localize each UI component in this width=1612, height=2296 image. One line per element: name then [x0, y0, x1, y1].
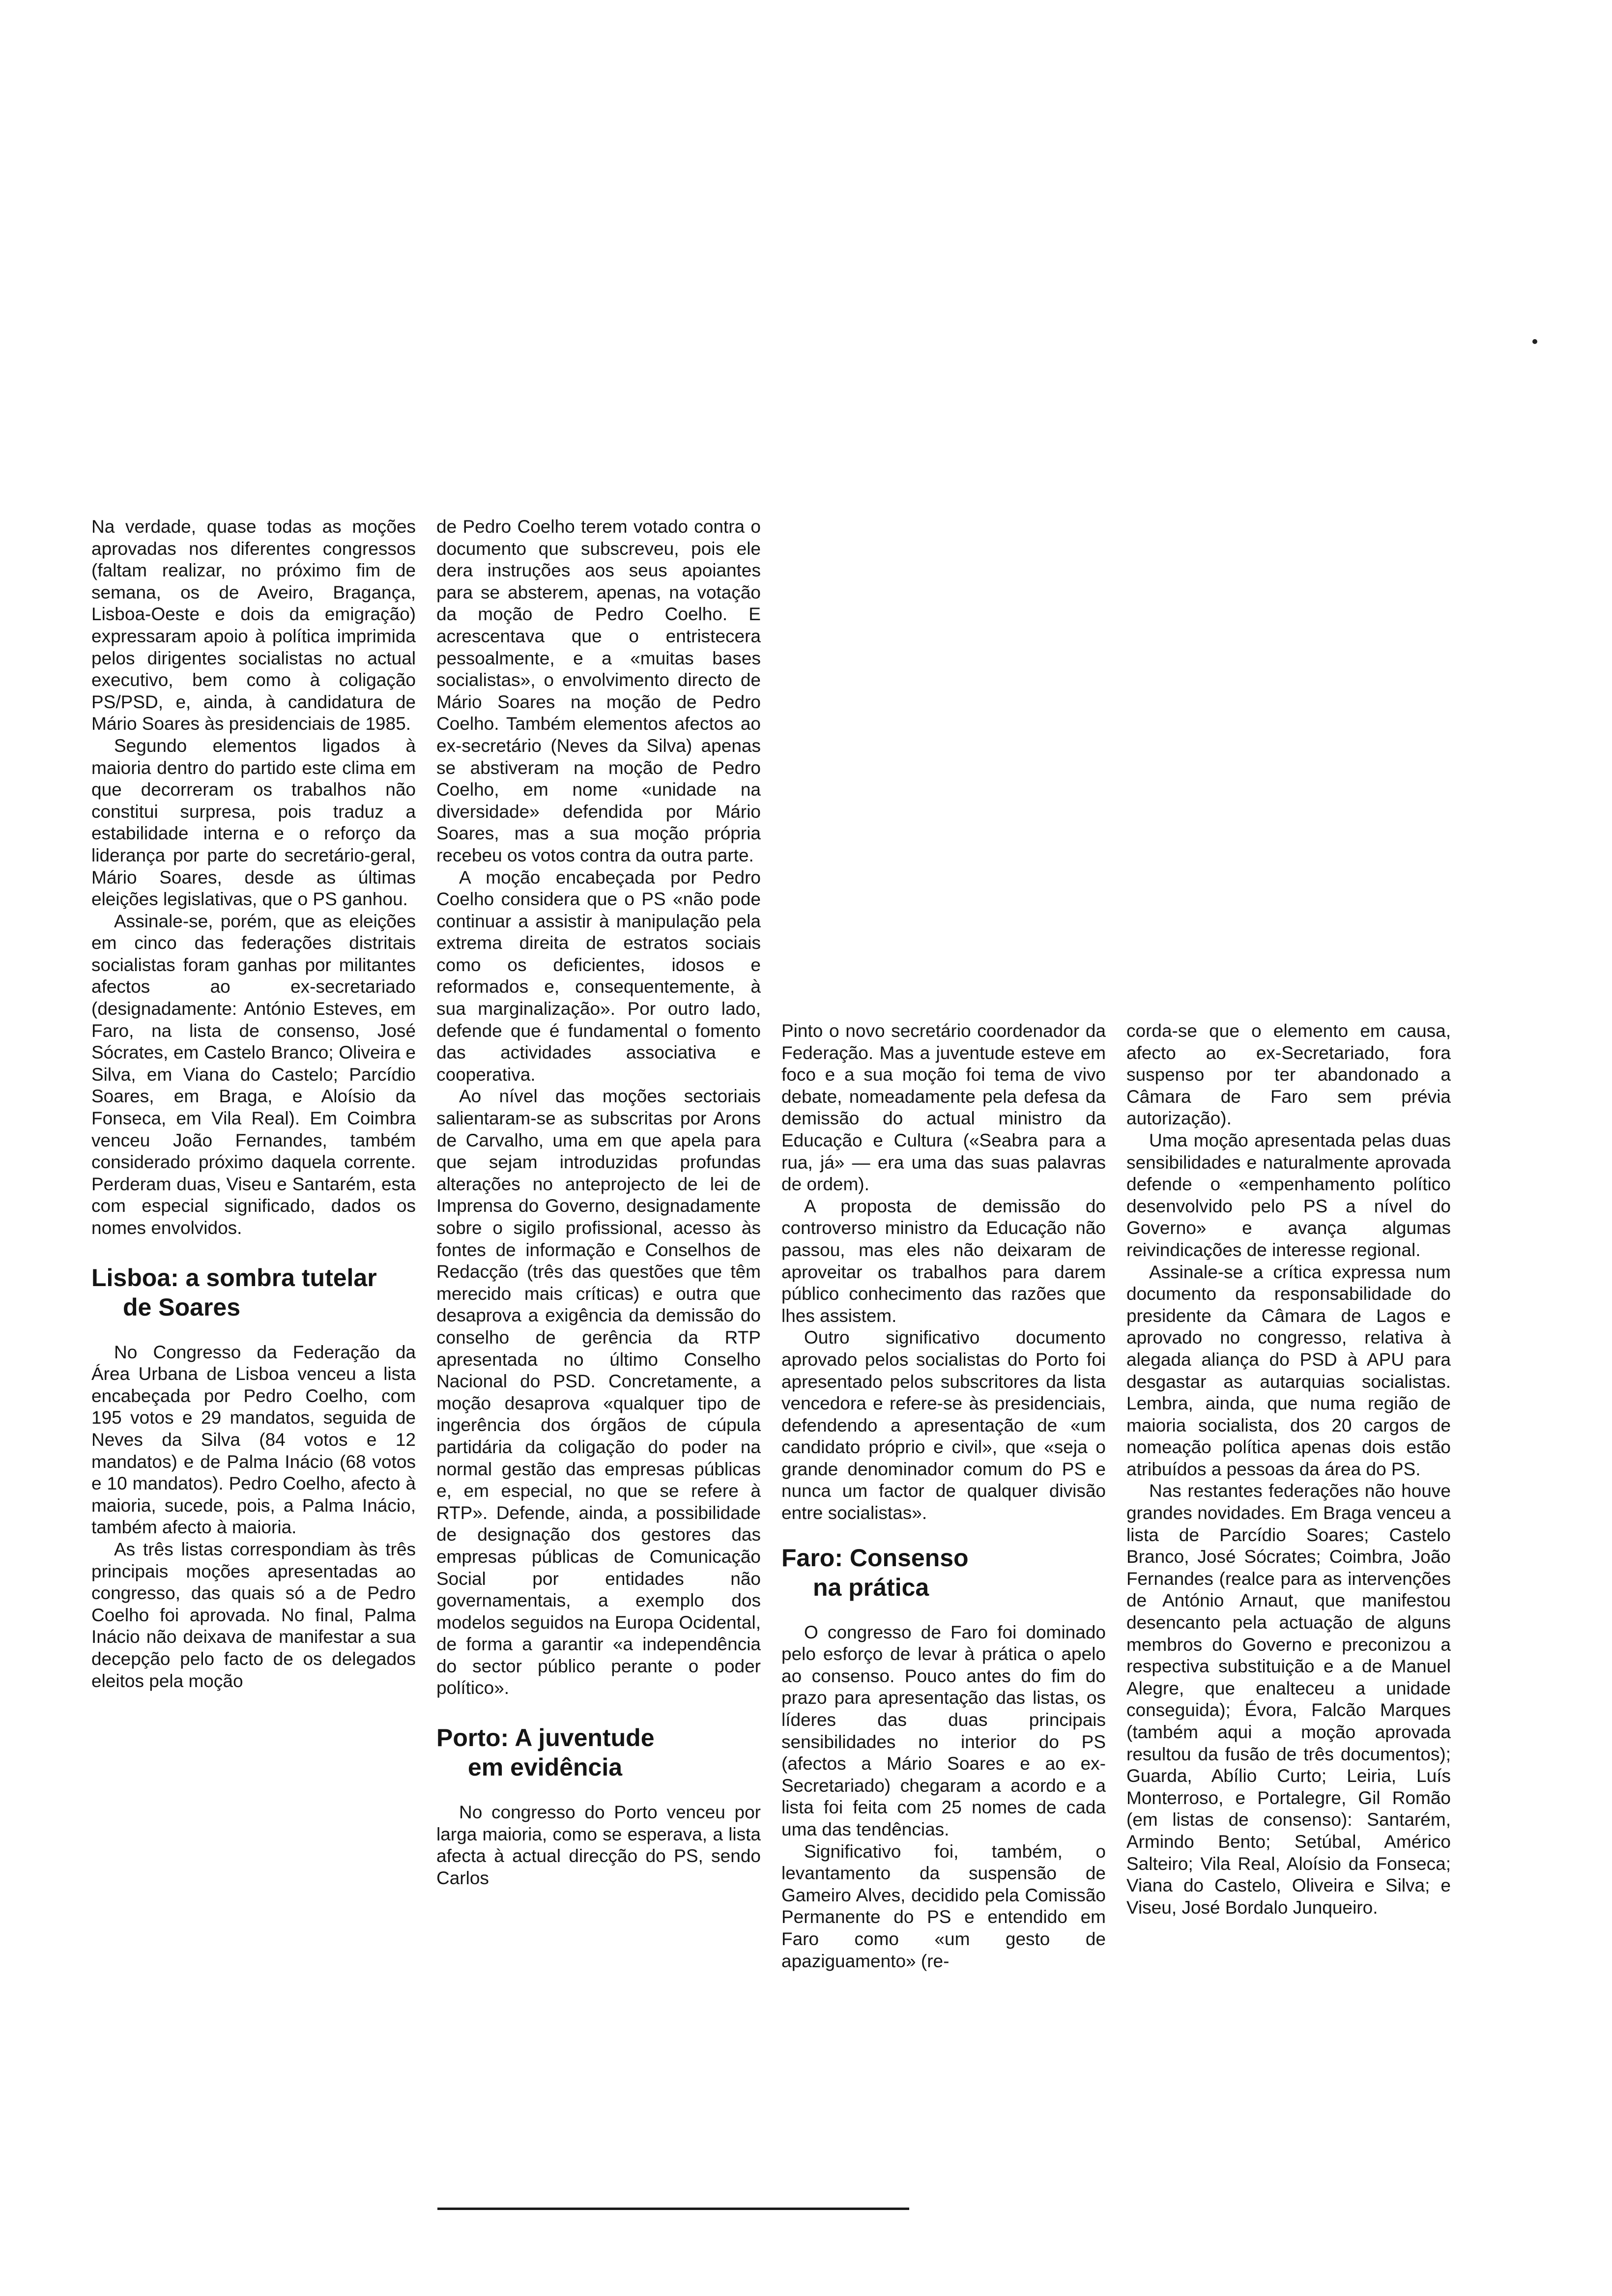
subheading-line: em evidência — [468, 1753, 623, 1781]
subheading-line: na prática — [813, 1573, 929, 1601]
paragraph: Ao nível das moções sectoriais salientaram-se as subscritas por Arons de Carvalho, uma em que apela para que sejam introduzidas profundas alterações no anteprojecto de lei de Imprensa do Governo, designadamente sobre o sigilo profissional, acesso às fontes de informação e Conselhos de Redacção (três das questões que têm merecido mais críticas) e outra que desaprova a exigência da demissão do conselho de gerência da RTP apresentada no último Conselho Nacional do PSD. Concretamente, a moção desaprova «qualquer tipo de ingerência dos órgãos de cúpula partidária da coligação do poder na normal gestão das empresas públicas e, em especial, no que se refere à RTP». Defende, ainda, a possibilidade de designação dos gestores das empresas públicas de Comunicação Social por entidades não governamentais, a exemplo dos modelos seguidos na Europa Ocidental, de forma a garantir «a independência do sector público perante o poder político». — [436, 1086, 761, 1698]
paragraph: corda-se que o elemento em causa, afecto ao ex-Secretariado, fora suspenso por ter abandonado a Câmara de Faro sem prévia autorização). — [1126, 1021, 1451, 1129]
paragraph: Significativo foi, também, o levantamento da suspensão de Gameiro Alves, decidido pela Comissão Permanente do PS e entendido em Faro como «um gesto de apaziguamento» (re- — [781, 1841, 1106, 1971]
article-column-3 — [781, 1020, 1106, 1972]
paragraph: A moção encabeçada por Pedro Coelho considera que o PS «não pode continuar a assistir à manipulação pela extrema direita de estratos sociais como os deficientes, idosos e reformados e, consequentemente, à sua marginalização». Por outro lado, defende que é fundamental o fomento das actividades associativa e cooperativa. — [436, 867, 761, 1085]
subheading-line: Lisboa: a sombra tutelar — [91, 1263, 377, 1292]
paragraph: Assinale-se a crítica expressa num documento da responsabilidade do presidente da Câmara de Lagos e aprovado no congresso, relativa à alegada aliança do PSD à APU para desgastar as autarquias socialistas. Lembra, ainda, que numa região de maioria socialista, dos 20 cargos de nomeação política apenas dois estão atribuídos a pessoas da área do PS. — [1126, 1262, 1451, 1479]
paragraph: As três listas correspondiam às três principais moções apresentadas ao congresso, das quais só a de Pedro Coelho foi aprovada. No final, Palma Inácio não deixava de manifestar a sua decepção pelo facto de os delegados eleitos pela moção — [91, 1539, 416, 1691]
paragraph: Uma moção apresentada pelas duas sensibilidades e naturalmente aprovada defende o «empenhamento político desenvolvido pelo PS a nível do Governo» e avança algumas reivindicações de interesse regional. — [1126, 1130, 1451, 1260]
subheading-faro — [781, 1543, 1106, 1602]
subheading-line: de Soares — [123, 1293, 241, 1321]
article-column-1 — [91, 516, 416, 1692]
paragraph: No Congresso da Federação da Área Urbana de Lisboa venceu a lista encabeçada por Pedro Coelho, com 195 votos e 29 mandatos, seguida de Neves da Silva (84 votos e 12 mandatos) e de Palma Inácio (68 votos e 10 mandatos). Pedro Coelho, afecto à maioria, sucede, pois, a Palma Inácio, também afecto à maioria. — [91, 1342, 416, 1538]
scan-speck — [1532, 339, 1537, 344]
paragraph: Outro significativo documento aprovado pelos socialistas do Porto foi apresentado pelos subscritores da lista vencedora e refere-se às presidenciais, defendendo a apresentação de «um candidato próprio e civil», que «seja o grande denominador comum do PS e nunca um factor de qualquer divisão entre socialistas». — [781, 1327, 1106, 1523]
paragraph: No congresso do Porto venceu por larga maioria, como se esperava, a lista afecta à actual direcção do PS, sendo Carlos — [436, 1802, 761, 1888]
subheading-porto — [436, 1723, 761, 1782]
subheading-lisboa — [91, 1263, 416, 1322]
subheading-line: Porto: A juventude — [436, 1724, 655, 1752]
bottom-rule — [437, 2208, 909, 2210]
article-column-2 — [436, 516, 761, 1889]
paragraph: Na verdade, quase todas as moções aprovadas nos diferentes congressos (faltam realizar, no próximo fim de semana, os de Aveiro, Bragança, Lisboa-Oeste e dois da emigração) expressaram apoio à política imprimida pelos dirigentes socialistas no actual executivo, bem como à coligação PS/PSD, e, ainda, à candidatura de Mário Soares às presidenciais de 1985. — [91, 517, 416, 734]
paragraph: Pinto o novo secretário coordenador da Federação. Mas a juventude esteve em foco e a sua moção foi tema de vivo debate, nomeadamente pela defesa da demissão do actual ministro da Educação e Cultura («Seabra para a rua, já» — era uma das suas palavras de ordem). — [781, 1021, 1106, 1195]
paragraph: Segundo elementos ligados à maioria dentro do partido este clima em que decorreram os trabalhos não constitui surpresa, pois traduz a estabilidade interna e o reforço da liderança por parte do secretário-geral, Mário Soares, desde as últimas eleições legislativas, que o PS ganhou. — [91, 735, 416, 910]
article-column-4 — [1126, 1020, 1451, 1919]
paragraph: A proposta de demissão do controverso ministro da Educação não passou, mas eles não deixaram de aproveitar os trabalhos para darem público conhecimento das razões que lhes assistem. — [781, 1196, 1106, 1326]
paragraph: Assinale-se, porém, que as eleições em cinco das federações distritais socialistas foram ganhas por militantes afectos ao ex-secretariado (designadamente: António Esteves, em Faro, na lista de consenso, José Sócrates, em Castelo Branco; Oliveira e Silva, em Viana do Castelo; Parcídio Soares, em Braga, e Aloísio da Fonseca, em Vila Real). Em Coimbra venceu João Fernandes, também considerado próximo daquela corrente. Perderam duas, Viseu e Santarém, esta com especial significado, dados os nomes envolvidos. — [91, 911, 416, 1238]
paragraph: O congresso de Faro foi dominado pelo esforço de levar à prática o apelo ao consenso. Pouco antes do fim do prazo para apresentação das listas, os líderes das duas principais sensibilidades no interior do PS (afectos a Mário Soares e ao ex-Secretariado) chegaram a acordo e a lista foi feita com 25 nomes de cada uma das tendências. — [781, 1622, 1106, 1839]
paragraph: de Pedro Coelho terem votado contra o documento que subscreveu, pois ele dera instruções aos seus apoiantes para se absterem, apenas, na votação da moção de Pedro Coelho. E acrescentava que o entristecera pessoalmente, e a «muitas bases socialistas», o envolvimento directo de Mário Soares na moção de Pedro Coelho. Também elementos afectos ao ex-secretário (Neves da Silva) apenas se abstiveram na moção de Pedro Coelho, em nome «unidade na diversidade» defendida por Mário Soares, mas a sua moção própria recebeu os votos contra da outra parte. — [436, 517, 761, 865]
paragraph: Nas restantes federações não houve grandes novidades. Em Braga venceu a lista de Parcídio Soares; Castelo Branco, José Sócrates; Coimbra, João Fernandes (realce para as intervenções de António Arnaut, que manifestou desencanto pela actuação de alguns membros do Governo e preconizou a respectiva substituição e a de Manuel Alegre, que enalteceu a unidade conseguida); Évora, Falcão Marques (também aqui a moção aprovada resultou da fusão de três documentos); Guarda, Abílio Curto; Leiria, Luís Monterroso, e Portalegre, Gil Romão (em listas de consenso): Santarém, Armindo Bento; Setúbal, Américo Salteiro; Vila Real, Aloísio da Fonseca; Viana do Castelo, Oliveira e Silva; e Viseu, José Bordalo Junqueiro. — [1126, 1481, 1451, 1918]
subheading-line: Faro: Consenso — [781, 1544, 969, 1572]
